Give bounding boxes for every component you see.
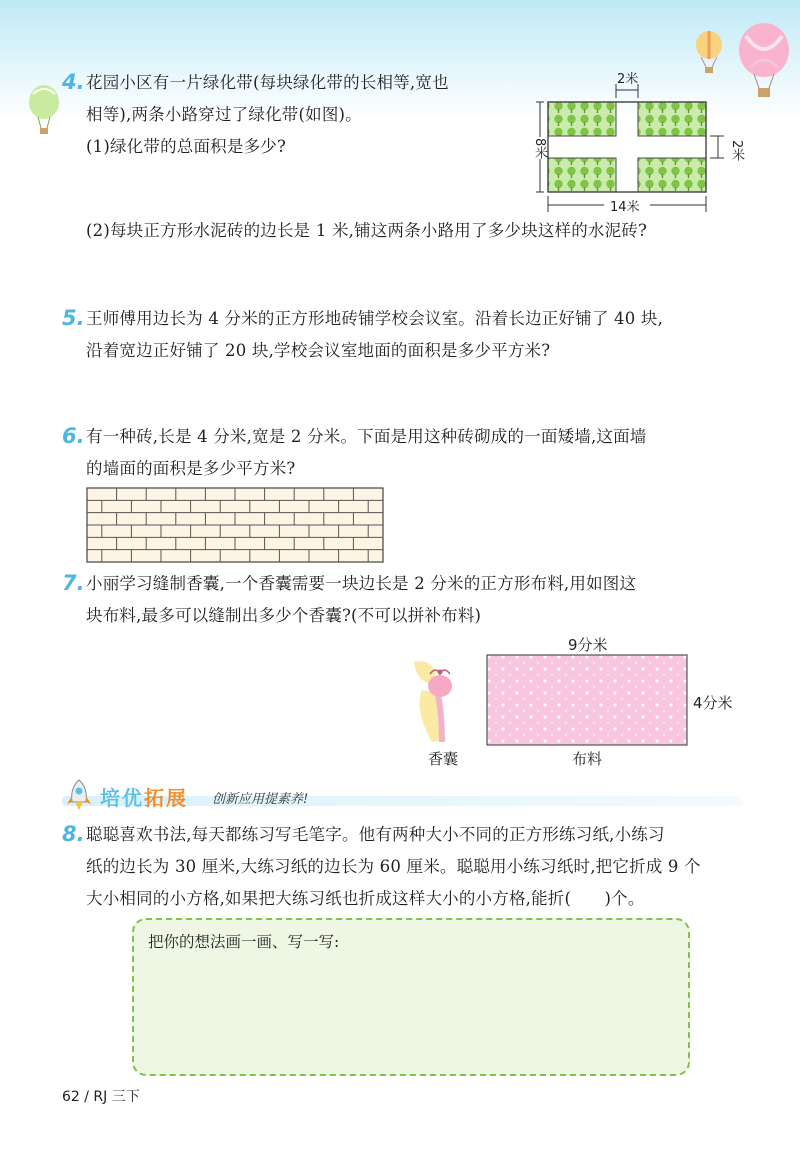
- answer-box-label: 把你的想法画一画、写一写:: [148, 933, 340, 951]
- question-4-sub2: (2)每块正方形水泥砖的边长是 1 米,铺这两条小路用了多少块这样的水泥砖?: [86, 221, 648, 240]
- question-5-number: 5.: [62, 306, 85, 330]
- question-4-line1: 花园小区有一片绿化带(每块绿化带的长相等,宽也: [86, 73, 449, 92]
- question-5-line2: 沿着宽边正好铺了 20 块,学校会议室地面的面积是多少平方米?: [86, 341, 551, 360]
- answer-box[interactable]: [132, 918, 690, 1076]
- question-4-sub1: (1)绿化带的总面积是多少?: [86, 137, 287, 156]
- question-7-line1: 小丽学习缝制香囊,一个香囊需要一块边长是 2 分米的正方形布料,用如图这: [86, 574, 637, 593]
- question-6-line2: 的墙面的面积是多少平方米?: [86, 459, 296, 478]
- page-footer: 62 / RJ 三下: [62, 1089, 140, 1105]
- question-8-line1: 聪聪喜欢书法,每天都练习写毛笔字。他有两种大小不同的正方形练习纸,小练习: [86, 825, 665, 844]
- question-6-line1: 有一种砖,长是 4 分米,宽是 2 分米。下面是用这种砖砌成的一面矮墙,这面墙: [86, 427, 647, 446]
- sachet-caption: 香囊: [428, 750, 459, 768]
- cloth-figure: [486, 654, 688, 746]
- balloon-icon: [24, 84, 64, 136]
- question-8-line2: 纸的边长为 30 厘米,大练习纸的边长为 60 厘米。聪聪用小练习纸时,把它折成 9 个: [86, 857, 701, 876]
- cloth-height-label: 4分米: [693, 694, 733, 712]
- question-4-line2: 相等),两条小路穿过了绿化带(如图)。: [86, 105, 362, 124]
- sachet-icon: [408, 650, 472, 746]
- cloth-caption: 布料: [572, 750, 603, 768]
- question-7-line2: 块布料,最多可以缝制出多少个香囊?(不可以拼补布料): [86, 606, 482, 625]
- cloth-width-label: 9分米: [568, 636, 608, 654]
- question-5-line1: 王师傅用边长为 4 分米的正方形地砖铺学校会议室。沿着长边正好铺了 40 块,: [86, 309, 664, 328]
- question-8-line3: 大小相同的小方格,如果把大练习纸也折成这样大小的小方格,能折( )个。: [86, 889, 645, 908]
- brick-wall-figure: [86, 487, 384, 563]
- question-8-number: 8.: [62, 822, 85, 846]
- question-6-number: 6.: [62, 424, 85, 448]
- rocket-icon: [64, 778, 94, 812]
- dim-label-left: 8米: [532, 138, 547, 160]
- dim-label-top: 2米: [617, 72, 639, 87]
- dim-label-bottom: 14米: [610, 200, 640, 215]
- question-4-number: 4.: [62, 70, 85, 94]
- question-7-number: 7.: [62, 571, 85, 595]
- extension-title: 培优拓展: [100, 786, 188, 810]
- dim-label-right: 2米: [729, 140, 744, 162]
- extension-subtitle: 创新应用提素养!: [212, 792, 309, 807]
